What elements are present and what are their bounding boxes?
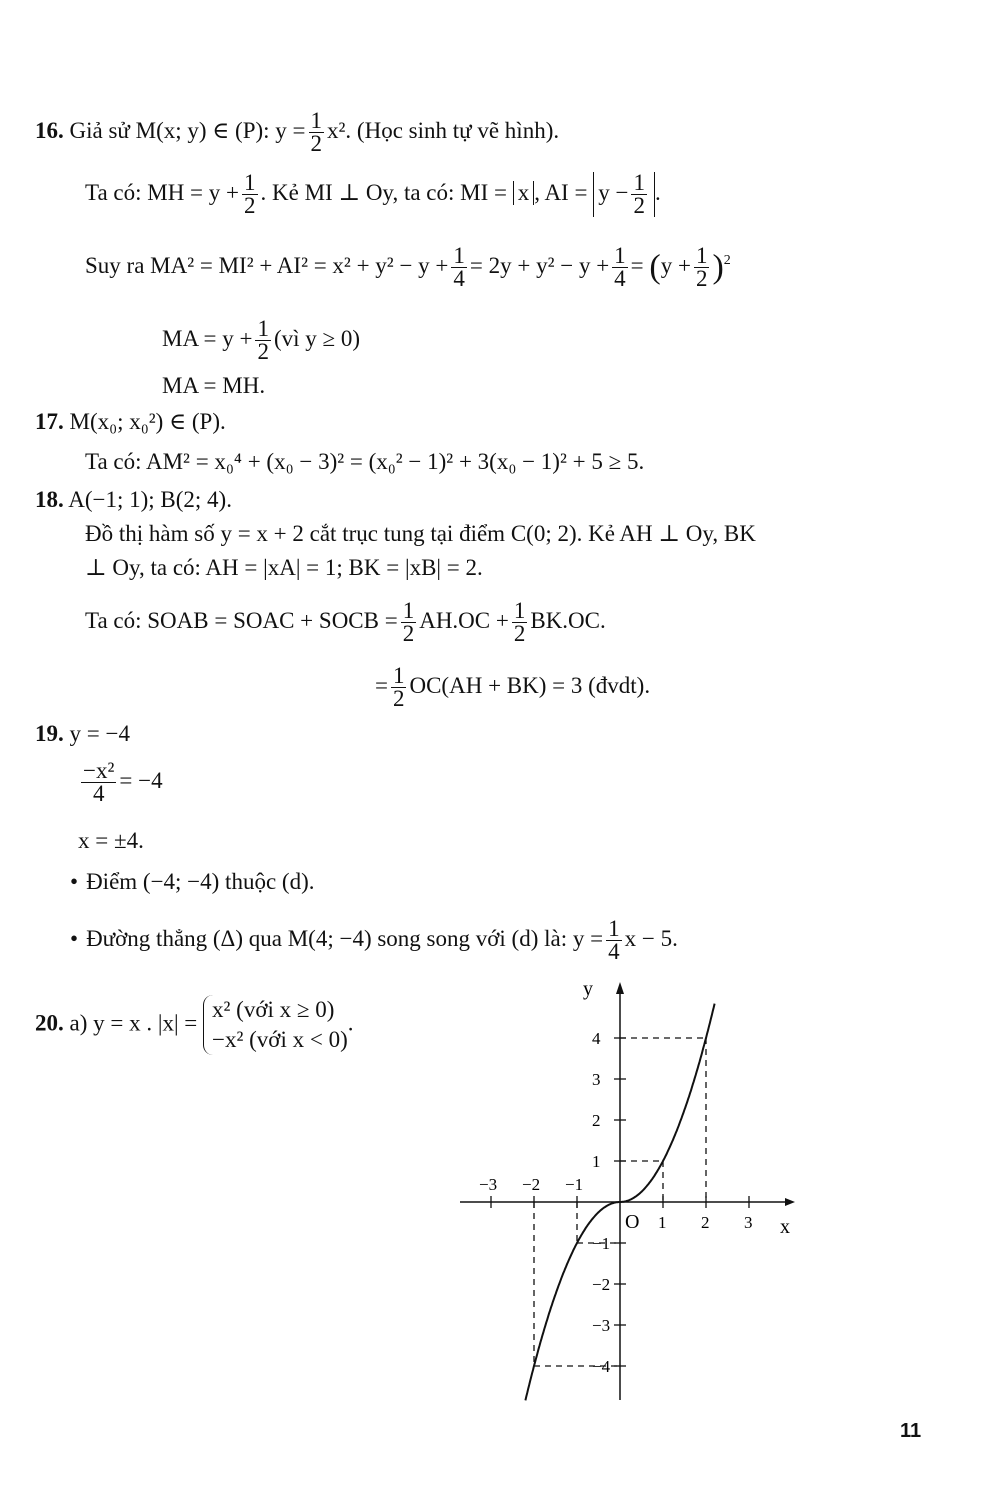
problem-20-line-1: 20. a) y = x . |x| = x² (với x ≥ 0) −x² (với x < 0) . [35,995,354,1055]
y-tick-label: −4 [592,1357,611,1376]
absolute-value: y − $\frac{1}{2}$ [593,172,655,217]
y-axis-arrow [616,982,624,994]
y-tick-label: 3 [592,1070,601,1089]
x-tick-label: −2 [522,1175,541,1194]
problem-17-line-1: 17. M(x₀; x₀²) ∈ (P). [35,409,226,434]
y-tick-label: −3 [592,1316,611,1335]
y-axis-label: y [583,978,593,1000]
problem-19-line-2: $\frac{\text{−x²}}{4}$ = −4 [83,758,163,806]
y-tick-label: −2 [592,1275,611,1294]
problem-19-bullet-1: • Điểm (−4; −4) thuộc (d). [70,868,314,896]
function-graph [455,970,805,1410]
fraction: $\frac{1}{2}$ [310,108,323,156]
problem-18-line-3: ⊥ Oy, ta có: AH = |xA| = 1; BK = |xB| = 2. [85,555,483,580]
fraction: $\frac{1}{4}$ [453,243,465,291]
y-tick-label: 1 [592,1152,601,1171]
problem-16-line-4: MA = y + $\frac{1}{2}$ (vì y ≥ 0) [162,316,361,364]
x-tick-label: −3 [479,1175,498,1194]
x-axis-label: x [780,1216,790,1238]
x-axis-arrow [785,1198,795,1206]
x-tick-label: 2 [701,1213,710,1232]
piecewise-brace: x² (với x ≥ 0) −x² (với x < 0) [203,995,348,1055]
problem-18-line-4: Ta có: SOAB = SOAC + SOCB = $\frac{1}{2}$ AH.OC + $\frac{1}{2}$ BK.OC. [85,598,606,646]
problem-number: 16. [35,117,64,143]
origin-label: O [625,1211,640,1233]
page-number: 11 [900,1420,922,1442]
x-tick-label: 1 [658,1213,667,1232]
problem-16-line-2: Ta có: MH = y + $\frac{1}{2}$ . Kẻ MI ⊥ Oy, ta có: MI = x , AI = y − $\frac{1}{2}$ . [85,170,661,218]
fraction: $\frac{1}{2}$ [244,170,256,218]
y-tick-label: 4 [592,1029,601,1048]
fraction: $\frac{1}{2}$ [257,316,269,364]
absolute-value: x [513,181,535,205]
y-tick-label: 2 [592,1111,601,1130]
problem-16-line-5: MA = MH. [162,373,266,398]
problem-19-line-1: 19. y = −4 [35,721,130,746]
problem-18-line-5: = $\frac{1}{2}$ OC(AH + BK) = 3 (đvdt). [375,663,651,711]
problem-18-line-1: 18. A(−1; 1); B(2; 4). [35,487,232,512]
problem-19-bullet-2: • Đường thẳng (Δ) qua M(4; −4) song song với (d) là: y = $\frac{1}{4}$ x − 5. [70,918,678,963]
x-tick-label: 3 [744,1213,753,1232]
problem-19-line-3: x = ±4. [78,828,144,853]
problem-18-line-2: Đồ thị hàm số y = x + 2 cắt trục tung tại điểm C(0; 2). Kẻ AH ⊥ Oy, BK [85,521,756,546]
fraction: $\frac{1}{4}$ [614,243,626,291]
problem-16-line-1: 16. Giả sử M(x; y) ∈ (P): y = $\frac{1}{2}$ x². (Học sinh tự vẽ hình). [35,108,560,156]
problem-16-line-3: Suy ra MA² = MI² + AI² = x² + y² − y + $\frac{1}{4}$ = 2y + y² − y + $\frac{1}{4}$ = (y + $\frac{1}{2}$ )$^2$ [85,243,731,291]
y-tick-label: −1 [592,1234,611,1253]
problem-17-line-2: Ta có: AM² = x₀⁴ + (x₀ − 3)² = (x₀² − 1)² + 3(x₀ − 1)² + 5 ≥ 5. [85,449,645,474]
x-tick-label: −1 [565,1175,584,1194]
